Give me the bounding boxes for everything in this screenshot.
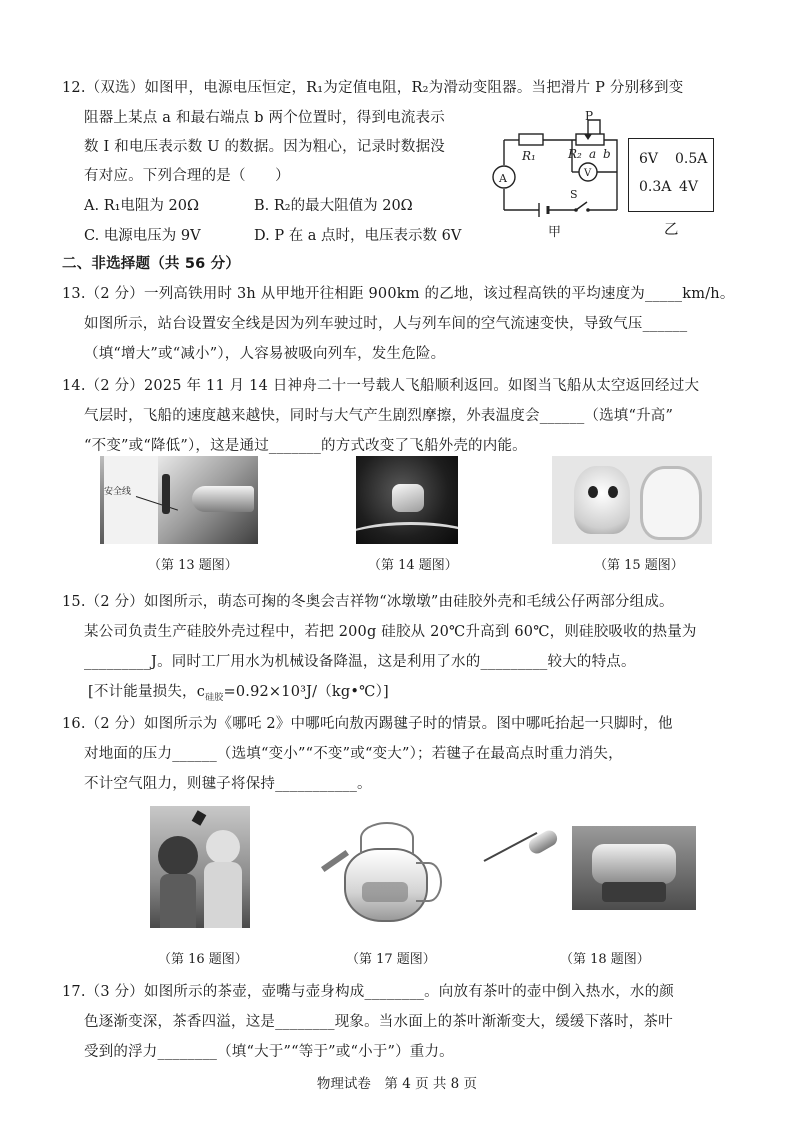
caption-fig16: （第 16 题图） <box>158 952 248 967</box>
q17-line3: 受到的浮力________（填“大于”“等于”或“小于”）重力。 <box>84 1044 454 1060</box>
label-a: a <box>589 147 597 161</box>
table-r1c2: 0.5A <box>675 151 708 167</box>
q15-note-end: =0.92×10³J/（kg•℃）] <box>223 684 389 700</box>
submersible-photo <box>572 826 696 910</box>
q15-line3: _________J。同时工厂用水为机械设备降温，这是利用了水的_________较大的特点。 <box>84 654 636 670</box>
table-caption: 乙 <box>664 222 679 238</box>
caption-fig15: （第 15 题图） <box>594 558 684 573</box>
q14-line3: “不变”或“降低”），这是通过_______的方式改变了飞船外壳的内能。 <box>84 438 527 454</box>
q13-line3: （填“增大”或“减小”），人容易被吸向列车，发生危险。 <box>84 346 446 362</box>
q16-line2: 对地面的压力______（选填“变小”“不变”或“变大”）；若毽子在最高点时重力消失， <box>84 746 623 762</box>
table-r2c2: 4V <box>679 179 699 195</box>
q14-line2: 气层时，飞船的速度越来越快，同时与大气产生剧烈摩擦，外表温度会______（选填“升高” <box>84 408 674 424</box>
nezha-photo <box>150 806 250 928</box>
section-heading: 二、非选择题（共 56 分） <box>62 256 241 272</box>
q15-line2: 某公司负责生产硅胶外壳过程中，若把 200g 硅胶从 20℃升高到 60℃，则硅胶吸收的热量为 <box>84 624 697 640</box>
table-r1c1: 6V <box>639 151 659 167</box>
data-table <box>628 138 714 212</box>
q12-line3: 数 I 和电压表示数 U 的数据。因为粗心，记录时数据没 <box>84 139 445 155</box>
caption-fig18: （第 18 题图） <box>560 952 650 967</box>
q13-line2: 如图所示，站台设置安全线是因为列车驶过时，人与列车间的空气流速变快，导致气压______ <box>84 316 688 332</box>
spacecraft-photo <box>356 456 458 544</box>
page-footer: 物理试卷 第 4 页 共 8 页 <box>316 1076 478 1092</box>
label-r2: R₂ <box>568 147 582 161</box>
awl-photo <box>478 828 568 898</box>
table-r2c1: 0.3A <box>639 179 672 195</box>
q12-line1: 12.（双选）如图甲，电源电压恒定，R₁为定值电阻，R₂为滑动变阻器。当把滑片 P 分别移到变 <box>62 80 684 96</box>
bing-dwen-dwen-photo <box>552 456 712 544</box>
q15-note-subscript: 硅胶 <box>205 692 224 703</box>
q16-line1: 16.（2 分）如图所示为《哪吒 2》中哪吒向敖丙踢毽子时的情景。图中哪吒抬起一只脚时，他 <box>62 716 673 732</box>
safety-line-label: 安全线 <box>104 487 132 497</box>
r1-resistor <box>519 134 543 145</box>
q12-option-d: D. P 在 a 点时，电压表示数 6V <box>254 228 462 244</box>
label-b: b <box>603 147 611 161</box>
q12-line2: 阻器上某点 a 和最右端点 b 两个位置时，得到电流表示 <box>84 110 445 126</box>
q12-option-b: B. R₂的最大阻值为 20Ω <box>254 198 413 214</box>
label-ammeter: A <box>499 172 507 185</box>
q17-line1: 17.（3 分）如图所示的茶壶，壶嘴与壶身构成________。向放有茶叶的壶中倒入热水，水的颜 <box>62 984 674 1000</box>
caption-fig14: （第 14 题图） <box>368 558 458 573</box>
q13-line1: 13.（2 分）一列高铁用时 3h 从甲地开往相距 900km 的乙地，该过程高铁的平均速度为_____km/h。 <box>62 286 735 302</box>
label-r1: R₁ <box>522 149 536 163</box>
teapot-photo <box>316 818 446 922</box>
q15-line1: 15.（2 分）如图所示，萌态可掬的冬奥会吉祥物“冰墩墩”由硅胶外壳和毛绒公仔两部分组成。 <box>62 594 674 610</box>
train-photo <box>100 456 258 544</box>
circuit-caption: 甲 <box>548 225 562 240</box>
q15-note <box>88 680 389 703</box>
q16-line3: 不计空气阻力，则毽子将保持___________。 <box>84 776 372 792</box>
caption-fig17: （第 17 题图） <box>346 952 436 967</box>
q15-note-start: [不计能量损失，c <box>88 684 206 700</box>
caption-fig13: （第 13 题图） <box>148 558 238 573</box>
q12-option-a: A. R₁电阻为 20Ω <box>84 198 200 214</box>
q12-line4: 有对应。下列合理的是（ ） <box>84 168 290 184</box>
q12-option-c: C. 电源电压为 9V <box>84 228 201 244</box>
circuit-diagram <box>484 110 624 240</box>
q17-line2: 色逐渐变深，茶香四溢，这是________现象。当水面上的茶叶渐渐变大，缓缓下落时，茶叶 <box>84 1014 673 1030</box>
label-p: P <box>585 110 594 123</box>
label-voltmeter: V <box>584 168 592 179</box>
label-switch: S <box>570 188 578 201</box>
q14-line1: 14.（2 分）2025 年 11 月 14 日神舟二十一号载人飞船顺利返回。如图当飞船从太空返回经过大 <box>62 378 700 394</box>
